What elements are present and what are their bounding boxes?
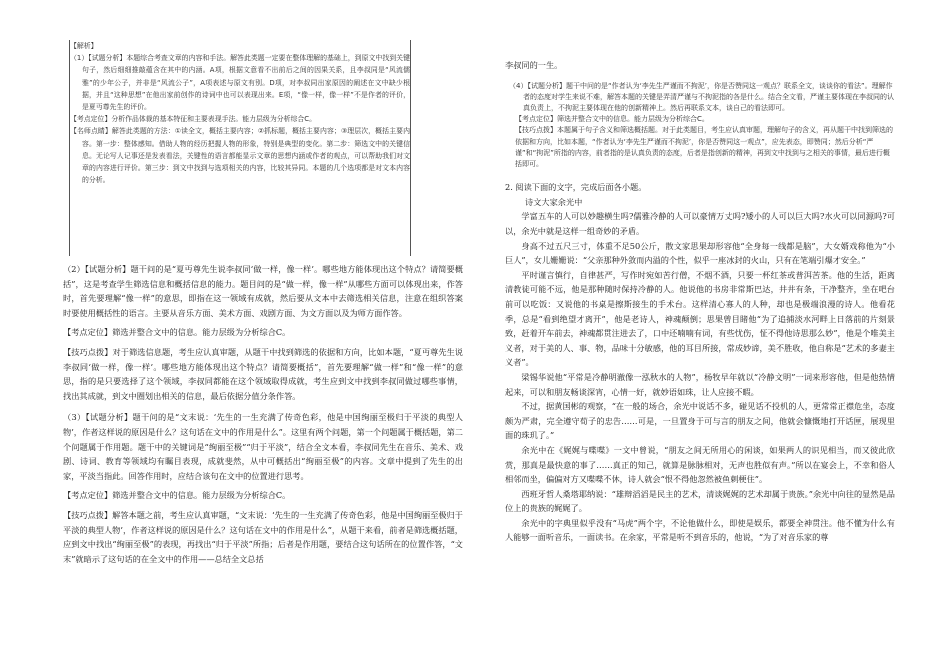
continued-text: 李叔同的一生。	[505, 60, 563, 70]
analysis-heading: 【解析】	[70, 42, 98, 50]
answer-2-analysis: （2）【试题分析】题干问的是“夏丏尊先生说李叔同‘做一样，像一样’。哪些地方能体现出这个特点？请简要概括”，这是考查学生筛选信息和概括信息的能力。题目问的是“做一样，像一样”从哪些方面可以体现出来，作答时，首先要理解“像一样”的意思，即指在这一领域有成就，然后要从文本中去筛选相关信息，注意在组织答案时要使用概括性的语言。主要从音乐方面、美术方面、戏剧方面、为文方面以及为师方面作答。	[63, 264, 463, 318]
article-paragraph: 平时谨言慎行，自律甚严，写作时宛如苦行僧，不烟不酒，只要一杯红茶或普洱苦茶。他的生活，距离清教徒可能不远，他是那种随时保持冷静的人。他说他的书房非常斯巴达，井井有条，干净整齐，坐在吧台前可以吃饭：又说他的书桌是擦斯接生的手术台。这样清心寡人的人种，却也是极端浪漫的诗人。他看花季，总是“看到绝望才离开”，他是老诗人，神魂颠倒；思果曾目睹他“为了追捕淡水河畔上日落前的片刻景致，赶着开车前去，神魂都贯注进去了，口中还喃喃有词，有些忧伤，怔不得他诗思那么妙”，他是个唯美主义者，对于美的人、事、物，品味十分敏感，他的耳目所接，常成妙谛，美不胜收，他自称是“艺术的多妻主义者”。	[505, 269, 895, 368]
answer-3-tips: 【技巧点拨】解答本题之前，考生应认真审题，“文末说：‘先生的一生充满了传奇色彩，他是中国绚丽至极归于平淡的典型人物’，作者这样说的原因是什么？这句话在文中的作用是什么”，从题干来看，前者是筛选概括题，应到文中找出“绚丽至极”的表现，再找出“归于平淡”所指；后者是作用题，要结合这句话所在的位置作答，“文末”就暗示了这句话的在全文中的作用——总结全文总括	[63, 509, 463, 564]
answer-4-section	[505, 81, 895, 171]
article-paragraph: 身高不过五尺三寸，体重不足50公斤，散文家思果却形容他“全身每一线都是脑”，大女婿戏称他为“小巨人”，女儿姗姗说：“父亲那种外敛而内溢的个性，似乎一座冰封的火山，只有在笔端引爆才安全。”	[505, 240, 895, 266]
article-paragraph: 西班牙哲人桑塔耶纳说：“雄辩滔滔是民主的艺术，清谈娓娓的艺术却属于贵族。”余光中向往的显然是品位上的贵族的娓娓了。	[505, 488, 895, 514]
article-title: 诗文大家余光中	[525, 196, 583, 207]
article-paragraph: 梁锡华说他“平常是冷静明澈像一泓秋水的人物”，杨牧早年就以“冷静文明”一词来形容他，但是他热情起来，可以和朋友畅谈深宵，心情一好，就妙语如珠，让人应接不暇。	[505, 371, 895, 397]
analysis-box	[69, 40, 411, 256]
analysis-item-1: （1）【试题分析】本题综合考查文章的内容和手法。解答此类题一定要在整体理解的基础上，到原文中找到关键句子，然后细细推敲蕴含在其中的内涵。A项，根据文意看不出前后之间的因果关系，且李叔同是“风流儒雅”的少年公子，并非是“风流公子”，A项表述与原文有别。D项，对李叔同出家原因的阐述在文中缺少根据，并且“这种思想”在他出家前创作的诗词中也可以表现出来。E项，“像一样，像一样”不是作者的评价，是夏丏尊先生的评价。	[70, 54, 410, 112]
analysis-box-content	[70, 40, 410, 186]
article-paragraph: 不过，据黄国彬的观察，“在一般的场合，余光中说话不多，碰见话不投机的人，更常常正襟危坐，态度颇为严肃，完全遵守荀子的忠告……可是，一旦置身于可与言的朋友之间，他就会慷慨地打开话匣，展现里面的珠玑了。”	[505, 401, 895, 441]
right-column	[505, 58, 895, 545]
answer-4-point: 【考点定位】筛选并整合文中的信息。能力层级为分析综合C。	[515, 115, 709, 124]
question-2-heading: 2. 阅读下面的文字，完成后面各小题。	[505, 182, 647, 193]
analysis-tips: 【名师点睛】解答此类题的方法：①读全文，概括主要内容；②抓标题，概括主要内容；③理层次，概括主要内容。第一步：整体感知。借助人物的经历把握人物的形象，特别是典型的变化。第二步：筛选文中的关键信息。无论写人记事还是发表看法，关键性的语言都能显示文章的思想内涵或作者的观点，可以帮助我们对文章的内容进行评价。第三步：到文中找到与选项相关的内容，比较其异同。本题的几个选项都是对文本内容的分析。	[70, 127, 410, 185]
answer-4-analysis: （4）【试题分析】题干中问的是“作者认为‘李先生严谨而不拘泥’，你是否赞同这一观点？联系全文，谈谈你的看法”。理解作者的态度对学生来说不难，解答本题的关键是弄清严谨与不拘泥指的各是什么。结合全文看，严谨主要体现在李叔同的认真负责上，不拘泥主要体现在他的创新精神上。然后再联系文本，谈自己的看法即可。	[509, 81, 894, 112]
answer-3-point: 【考点定位】筛选并整合文中的信息。能力层级为分析综合C。	[63, 490, 291, 501]
answer-4-tips: 【技巧点拨】本题属于句子含义和筛选概括题。对于此类题目，考生应认真审题，理解句子的含义，再从题干中找到筛选的依据和方向，比如本题，“作者认为‘李先生严谨而不拘泥’，你是否赞同这一观点”，应先表态，即赞同；然后分析“严谨”和“拘泥”所指的内容，前者指的是认真负责的态度，后者是指创新的精神，再到文中找到与之相关的事情，最后进行概括即可。	[515, 126, 893, 169]
answer-2-point: 【考点定位】筛选并整合文中的信息。能力层级为分析综合C。	[63, 327, 291, 338]
article-paragraph: 余光中在《娓娓与喋喋》一文中曾说，“朋友之间无所用心的闲谈，如果两人的识见相当，而又彼此欣赏，那真是最快意的事了……真正的知己，就算是脉脉相对，无声也胜似有声。”所以在宴会上，不幸和俗人相邻而坐，偏偏对方又喋喋不休，诗人就会“恨不得他忽然被鱼刺梗住”。	[505, 444, 895, 485]
article-paragraph: 余光中的字典里似乎没有“马虎”两个字，不论他做什么，即使是娱乐，都要全神贯注。他不懂为什么有人能够一面听音乐，一面读书。在余家，平常是听不到音乐的，他说，“为了对音乐家的尊	[505, 517, 895, 543]
answer-2-tips: 【技巧点拨】对于筛选信息题，考生应认真审题，从题干中找到筛选的依据和方向，比如本题，“夏丏尊先生说李叔同‘做一样，像一样’。哪些地方能体现出这个特点？请简要概括”，首先要理解“做一样”和“像一样”的意思，指的是只要选择了这个领域，李叔同都能在这个领域取得成就，考生应到文中找到李叔同做过哪些事情，找出其成就，到文中圈划出相关的信息，最后依据分值分条作答。	[63, 346, 463, 401]
left-column	[63, 262, 463, 566]
analysis-point: 【考点定位】分析作品体裁的基本特征和主要表现手法。能力层级为分析综合C。	[70, 115, 316, 124]
answer-3-analysis: （3）【试题分析】题干问的是“文末说：‘先生的一生充满了传奇色彩，他是中国绚丽至极归于平淡的典型人物’，作者这样说的原因是什么？这句话在文中的作用是什么”。这里有两个问题，第一个问题属于概括题，第二个问题属于作用题。题干中的关键词是“绚丽至极”“归于平淡”，结合全文本看，李叔同先生在音乐、美术、戏剧、诗词、教育等领域均有瞩目表现，成就斐然，从中可概括出“绚丽至极”的内容。文章中提到了先生的出家，平淡当指此。回答作用时，应结合该句在文中的位置进行思考。	[63, 412, 463, 481]
article-paragraph: 学富五车的人可以妙趣横生吗?儒雅冷静的人可以豪情万丈吗?矮小的人可以巨大吗?水火可以同源吗?可以，余光中就是这样一组奇妙的矛盾。	[505, 211, 895, 236]
